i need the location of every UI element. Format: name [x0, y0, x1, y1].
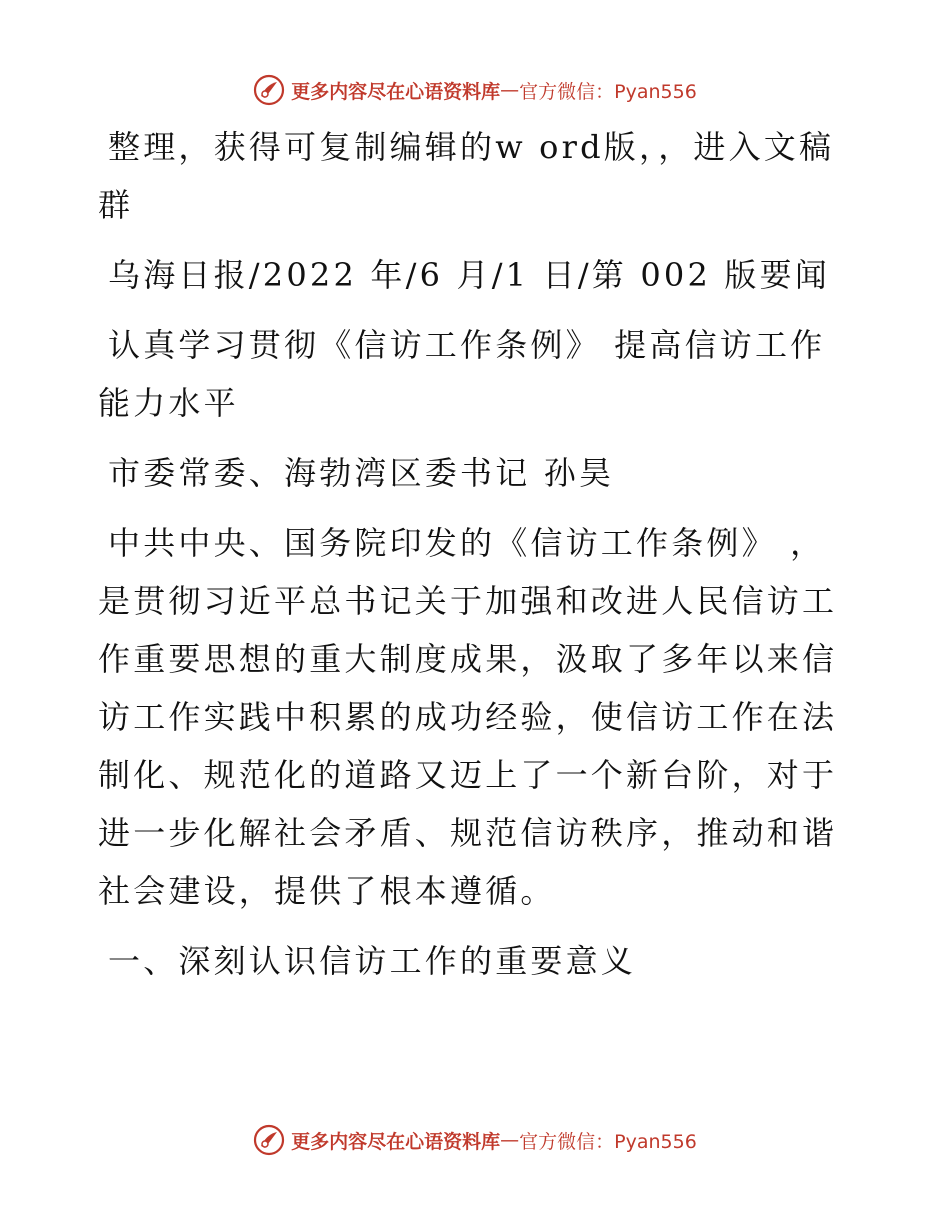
banner-title: 更多内容尽在心语资料库: [291, 80, 501, 103]
banner-title: 更多内容尽在心语资料库: [291, 1130, 501, 1153]
source-line: 乌海日报/2022 年/6 月/1 日/第 002 版要闻: [108, 256, 831, 294]
banner-wechat: 官方微信：Pyan556: [519, 80, 697, 103]
body-paragraph: 中共中央、国务院印发的《信访工作条例》 ，是贯彻习近平总书记关于加强和改进人民信访工作重要思想的重大制度成果，汲取了多年以来信访工作实践中积累的成功经验，使信访工作在法制化、规范化的道路又迈上了一个新台阶，对于进一步化解社会矛盾、规范信访秩序，推动和谐社会建设，提供了根本遵循。: [98, 524, 838, 910]
author-line: 市委常委、海勃湾区委书记 孙昊: [108, 454, 615, 492]
logo-icon: [253, 74, 285, 106]
footer-banner: [0, 1120, 950, 1160]
banner-dash: —: [500, 1129, 520, 1151]
intro-paragraph: 整理，获得可复制编辑的w ord版，，进入文稿群: [98, 128, 835, 224]
banner-wechat: 官方微信：Pyan556: [519, 1130, 697, 1153]
document-body: [98, 118, 858, 990]
header-banner: [0, 70, 950, 110]
banner-dash: —: [500, 79, 520, 101]
logo-icon: [253, 1124, 285, 1156]
section-heading: 一、深刻认识信访工作的重要意义: [108, 942, 637, 980]
article-title: 认真学习贯彻《信访工作条例》 提高信访工作能力水平: [98, 326, 826, 422]
